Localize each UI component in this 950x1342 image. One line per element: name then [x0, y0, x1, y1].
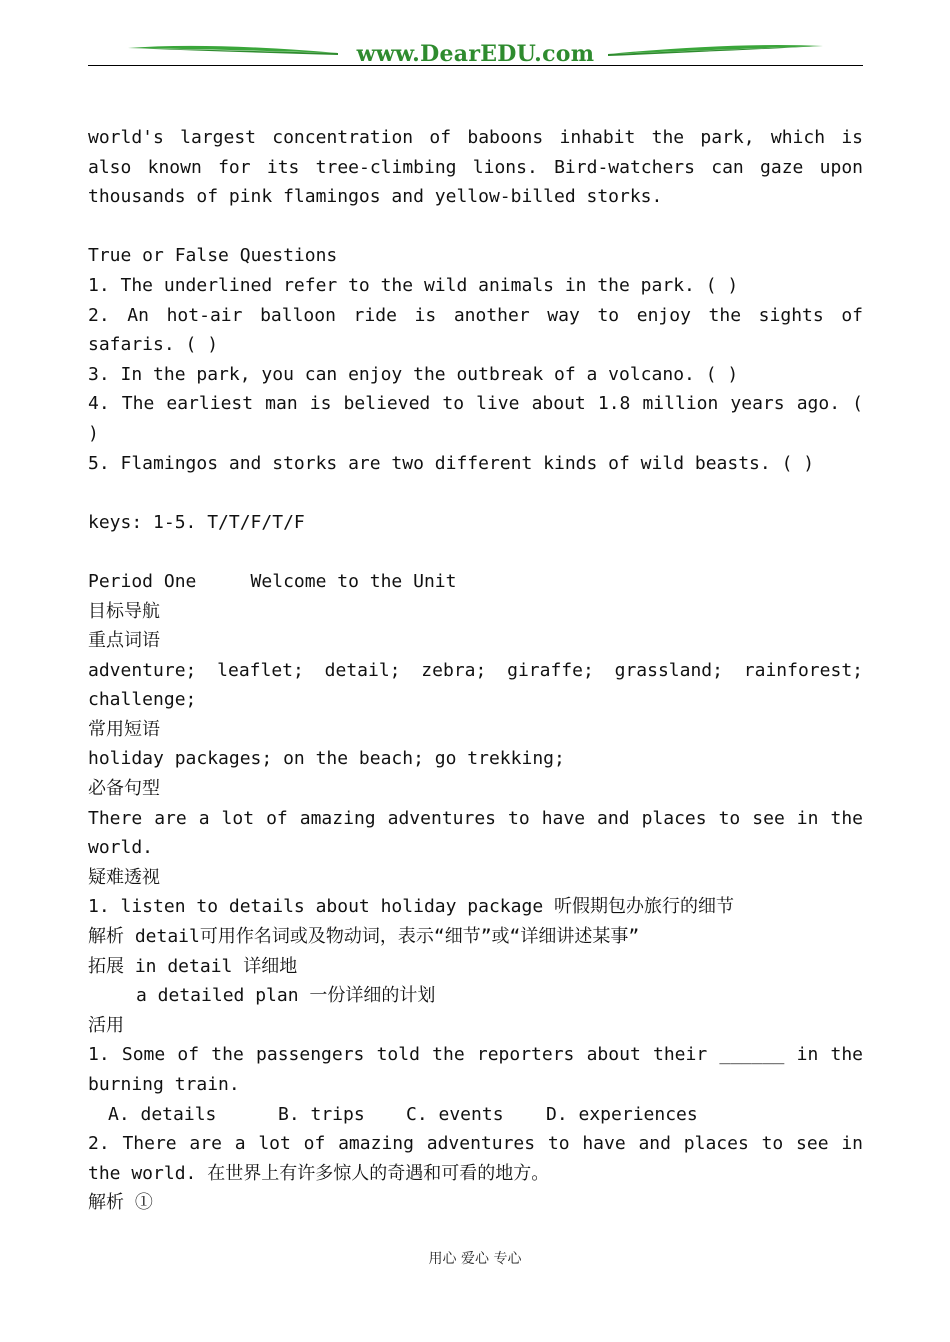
goal-heading: 目标导航 [88, 600, 160, 622]
tf-item-1: 1. The underlined refer to the wild animals in the park. ( ) [88, 274, 739, 296]
key-words-heading: 重点词语 [88, 630, 160, 652]
option-d: D. experiences [546, 1103, 698, 1125]
period-title: Period One Welcome to the Unit [88, 570, 457, 592]
header-divider [88, 65, 863, 66]
passage-paragraph: world's largest concentration of baboons inhabit the park, which is also known for its tree-climbing lions. Bird-watchers can gaze upon thousands of pink flamingos and yellow-billed storks. [88, 127, 863, 208]
analysis-1: 解析 detail可用作名词或及物动词，表示“细节”或“详细讲述某事” [88, 926, 640, 948]
option-a: A. details [108, 1103, 217, 1125]
difficulty-item-1: 1. listen to details about holiday package 听假期包办旅行的细节 [88, 896, 734, 918]
answer-keys: keys: 1-5. T/T/F/T/F [88, 511, 305, 533]
document-body [88, 123, 863, 1218]
phrases-heading: 常用短语 [88, 718, 160, 740]
difficulty-item-2: 2. There are a lot of amazing adventures to have and places to see in the world. 在世界上有许多惊人的奇遇和可看的地方。 [88, 1133, 863, 1184]
phrases: holiday packages; on the beach; go trekking; [88, 748, 565, 770]
key-sentence: There are a lot of amazing adventures to have and places to see in the world. [88, 807, 863, 859]
extension-example: a detailed plan 一份详细的计划 [136, 985, 436, 1007]
tf-item-3: 3. In the park, you can enjoy the outbreak of a volcano. ( ) [88, 363, 739, 385]
site-logo: www.DearEDU.com [356, 41, 595, 67]
key-words: adventure; leaflet; detail; zebra; giraffe; grassland; rainforest; challenge; [88, 659, 863, 711]
tf-item-4: 4. The earliest man is believed to live about 1.8 million years ago. ( ) [88, 393, 863, 444]
tf-title: True or False Questions [88, 245, 338, 267]
analysis-2: 解析 ① [88, 1192, 153, 1214]
extension: 拓展 in detail 详细地 [88, 955, 298, 977]
tf-item-2: 2. An hot-air balloon ride is another way to enjoy the sights of safaris. ( ) [88, 304, 863, 356]
practice-question-1: 1. Some of the passengers told the reporters about their ______ in the burning train. [88, 1044, 863, 1095]
option-c: C. events [406, 1103, 504, 1125]
option-b: B. trips [278, 1103, 365, 1125]
sentence-heading: 必备句型 [88, 778, 160, 800]
practice-heading: 活用 [88, 1014, 124, 1036]
page-header [88, 38, 863, 68]
page-footer: 用心 爱心 专心 [428, 1251, 522, 1267]
tf-item-5: 5. Flamingos and storks are two different kinds of wild beasts. ( ) [88, 452, 815, 474]
question-1-options [88, 1100, 863, 1130]
difficulty-heading: 疑难透视 [88, 866, 160, 888]
